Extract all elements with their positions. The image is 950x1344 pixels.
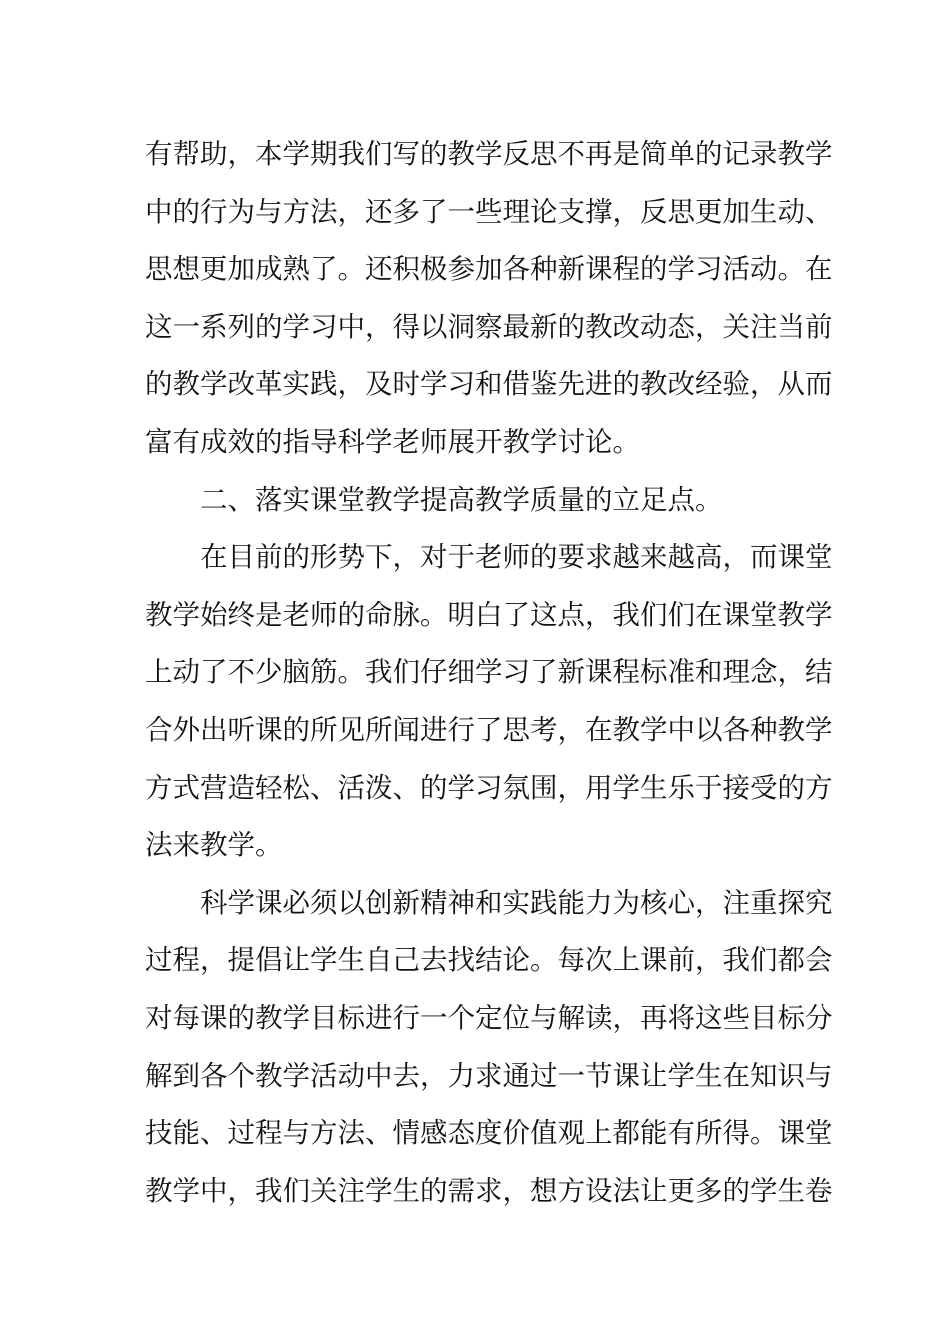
- text-line: 教学始终是老师的命脉。明白了这点，我们们在课堂教学: [145, 598, 833, 631]
- text-line: 的教学改革实践，及时学习和借鉴先进的教改经验，从而: [145, 368, 833, 401]
- text-line: 富有成效的指导科学老师展开教学讨论。: [145, 425, 640, 458]
- text-line: 过程，提倡让学生自己去找结论。每次上课前，我们都会: [145, 944, 833, 977]
- text-line: 对每课的教学目标进行一个定位与解读，再将这些目标分: [145, 1001, 833, 1034]
- text-line: 上动了不少脑筋。我们仔细学习了新课程标准和理念，结: [145, 656, 833, 689]
- text-line: 思想更加成熟了。还积极参加各种新课程的学习活动。在: [145, 253, 833, 286]
- section-heading: 二、落实课堂教学提高教学质量的立足点。: [200, 483, 723, 516]
- text-line: 有帮助，本学期我们写的教学反思不再是简单的记录教学: [145, 138, 833, 170]
- text-line: 中的行为与方法，还多了一些理论支撑，反思更加生动、: [145, 195, 833, 228]
- text-line: 科学课必须以创新精神和实践能力为核心，注重探究: [200, 886, 833, 919]
- text-line: 技能、过程与方法、情感态度价值观上都能有所得。课堂: [145, 1117, 833, 1150]
- text-line: 法来教学。: [145, 829, 283, 862]
- text-line: 在目前的形势下，对于老师的要求越来越高，而课堂: [200, 541, 833, 574]
- text-line: 教学中，我们关注学生的需求，想方设法让更多的学生卷: [145, 1174, 833, 1207]
- text-line: 解到各个教学活动中去，力求通过一节课让学生在知识与: [145, 1059, 833, 1092]
- text-line: 这一系列的学习中，得以洞察最新的教改动态，关注当前: [145, 310, 833, 343]
- document-page: [145, 126, 833, 1220]
- text-line: 方式营造轻松、活泼、的学习氛围，用学生乐于接受的方: [145, 771, 833, 804]
- text-line: 合外出听课的所见所闻进行了思考，在教学中以各种教学: [145, 713, 833, 746]
